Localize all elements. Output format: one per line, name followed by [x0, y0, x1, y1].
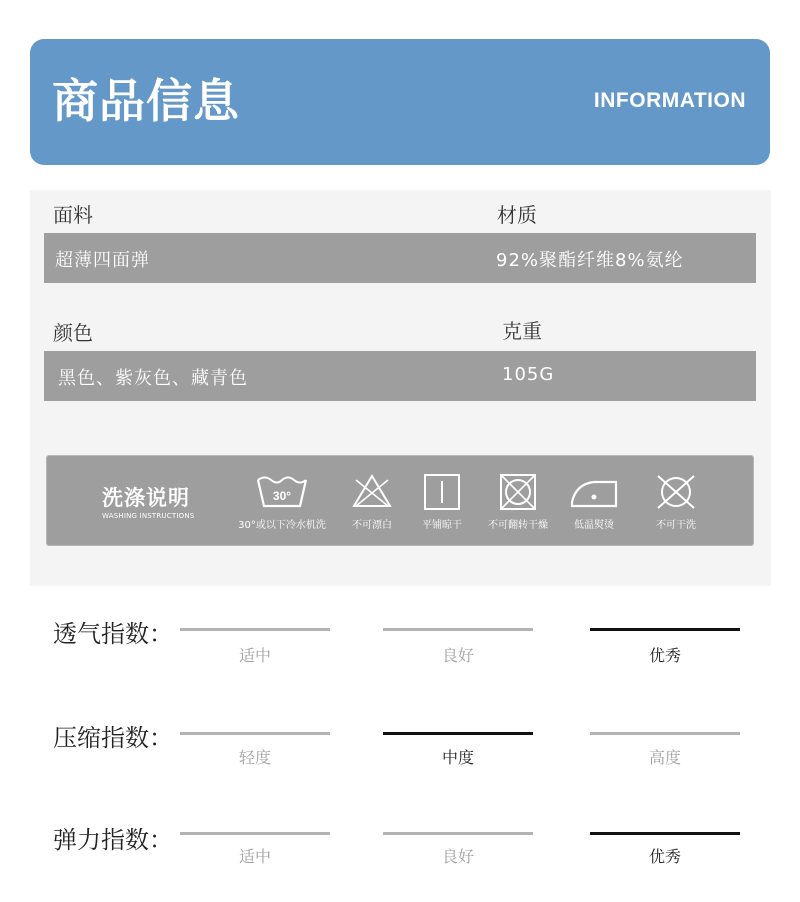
fabric-material-bar: [44, 233, 756, 283]
meter-level: 良好: [441, 646, 474, 665]
color-value: 黑色、紫灰色、藏青色: [58, 368, 248, 389]
meter-level: 良好: [441, 847, 474, 866]
wash-caption: 不可翻转干燥: [488, 520, 548, 531]
meter-segment: [180, 628, 330, 631]
meter-segment: [383, 832, 533, 835]
wash-caption: 平铺晾干: [422, 520, 462, 531]
header-subtitle: INFORMATION: [593, 89, 746, 112]
meter-label: 透气指数：: [53, 620, 173, 648]
meter-level: 适中: [238, 646, 271, 665]
material-label: 材质: [497, 203, 537, 227]
washing-title: 洗涤说明: [102, 486, 190, 510]
meter-level-selected: 中度: [441, 748, 474, 767]
wash-caption: 不可干洗: [656, 520, 696, 531]
header-banner: [30, 39, 770, 165]
wash-caption: 低温熨烫: [574, 520, 614, 531]
wash-caption: 30°或以下冷水机洗: [238, 520, 326, 531]
low-iron-icon: [568, 472, 620, 512]
no-dry-clean-icon: [652, 472, 700, 512]
dry-flat-icon: [422, 472, 462, 512]
meter-segment: [383, 628, 533, 631]
washing-subtitle: WASHING INSTRUCTIONS: [102, 512, 195, 520]
meter-segment: [180, 832, 330, 835]
meter-label: 压缩指数：: [53, 724, 173, 752]
meter-segment-selected: [590, 628, 740, 631]
meter-level: 高度: [648, 748, 681, 767]
no-bleach-icon: [350, 472, 394, 512]
meter-level-selected: 优秀: [648, 646, 681, 665]
meter-level: 轻度: [238, 748, 271, 767]
wash-item-no-dry-clean: [626, 472, 726, 531]
wash-caption: 不可漂白: [352, 520, 392, 531]
wash-30-icon: [254, 472, 310, 512]
no-tumble-dry-icon: [498, 472, 538, 512]
washing-instructions: [46, 455, 754, 546]
meter-label: 弹力指数：: [53, 826, 173, 854]
meter-level-selected: 优秀: [648, 847, 681, 866]
wash-temp: 30°: [272, 489, 292, 503]
info-panel: [30, 190, 771, 586]
meter-level: 适中: [238, 847, 271, 866]
fabric-label: 面料: [53, 203, 93, 227]
meter-segment-selected: [590, 832, 740, 835]
meter-segment-selected: [383, 732, 533, 735]
color-label: 颜色: [53, 321, 93, 345]
fabric-value: 超薄四面弹: [55, 250, 150, 271]
meter-segment: [180, 732, 330, 735]
weight-label: 克重: [502, 319, 542, 343]
material-value: 92%聚酯纤维8%氨纶: [496, 250, 684, 271]
meter-segment: [590, 732, 740, 735]
color-weight-bar: [44, 351, 756, 401]
weight-value: 105G: [502, 364, 555, 385]
header-title: 商品信息: [52, 74, 240, 128]
wash-item-30: [232, 472, 332, 531]
